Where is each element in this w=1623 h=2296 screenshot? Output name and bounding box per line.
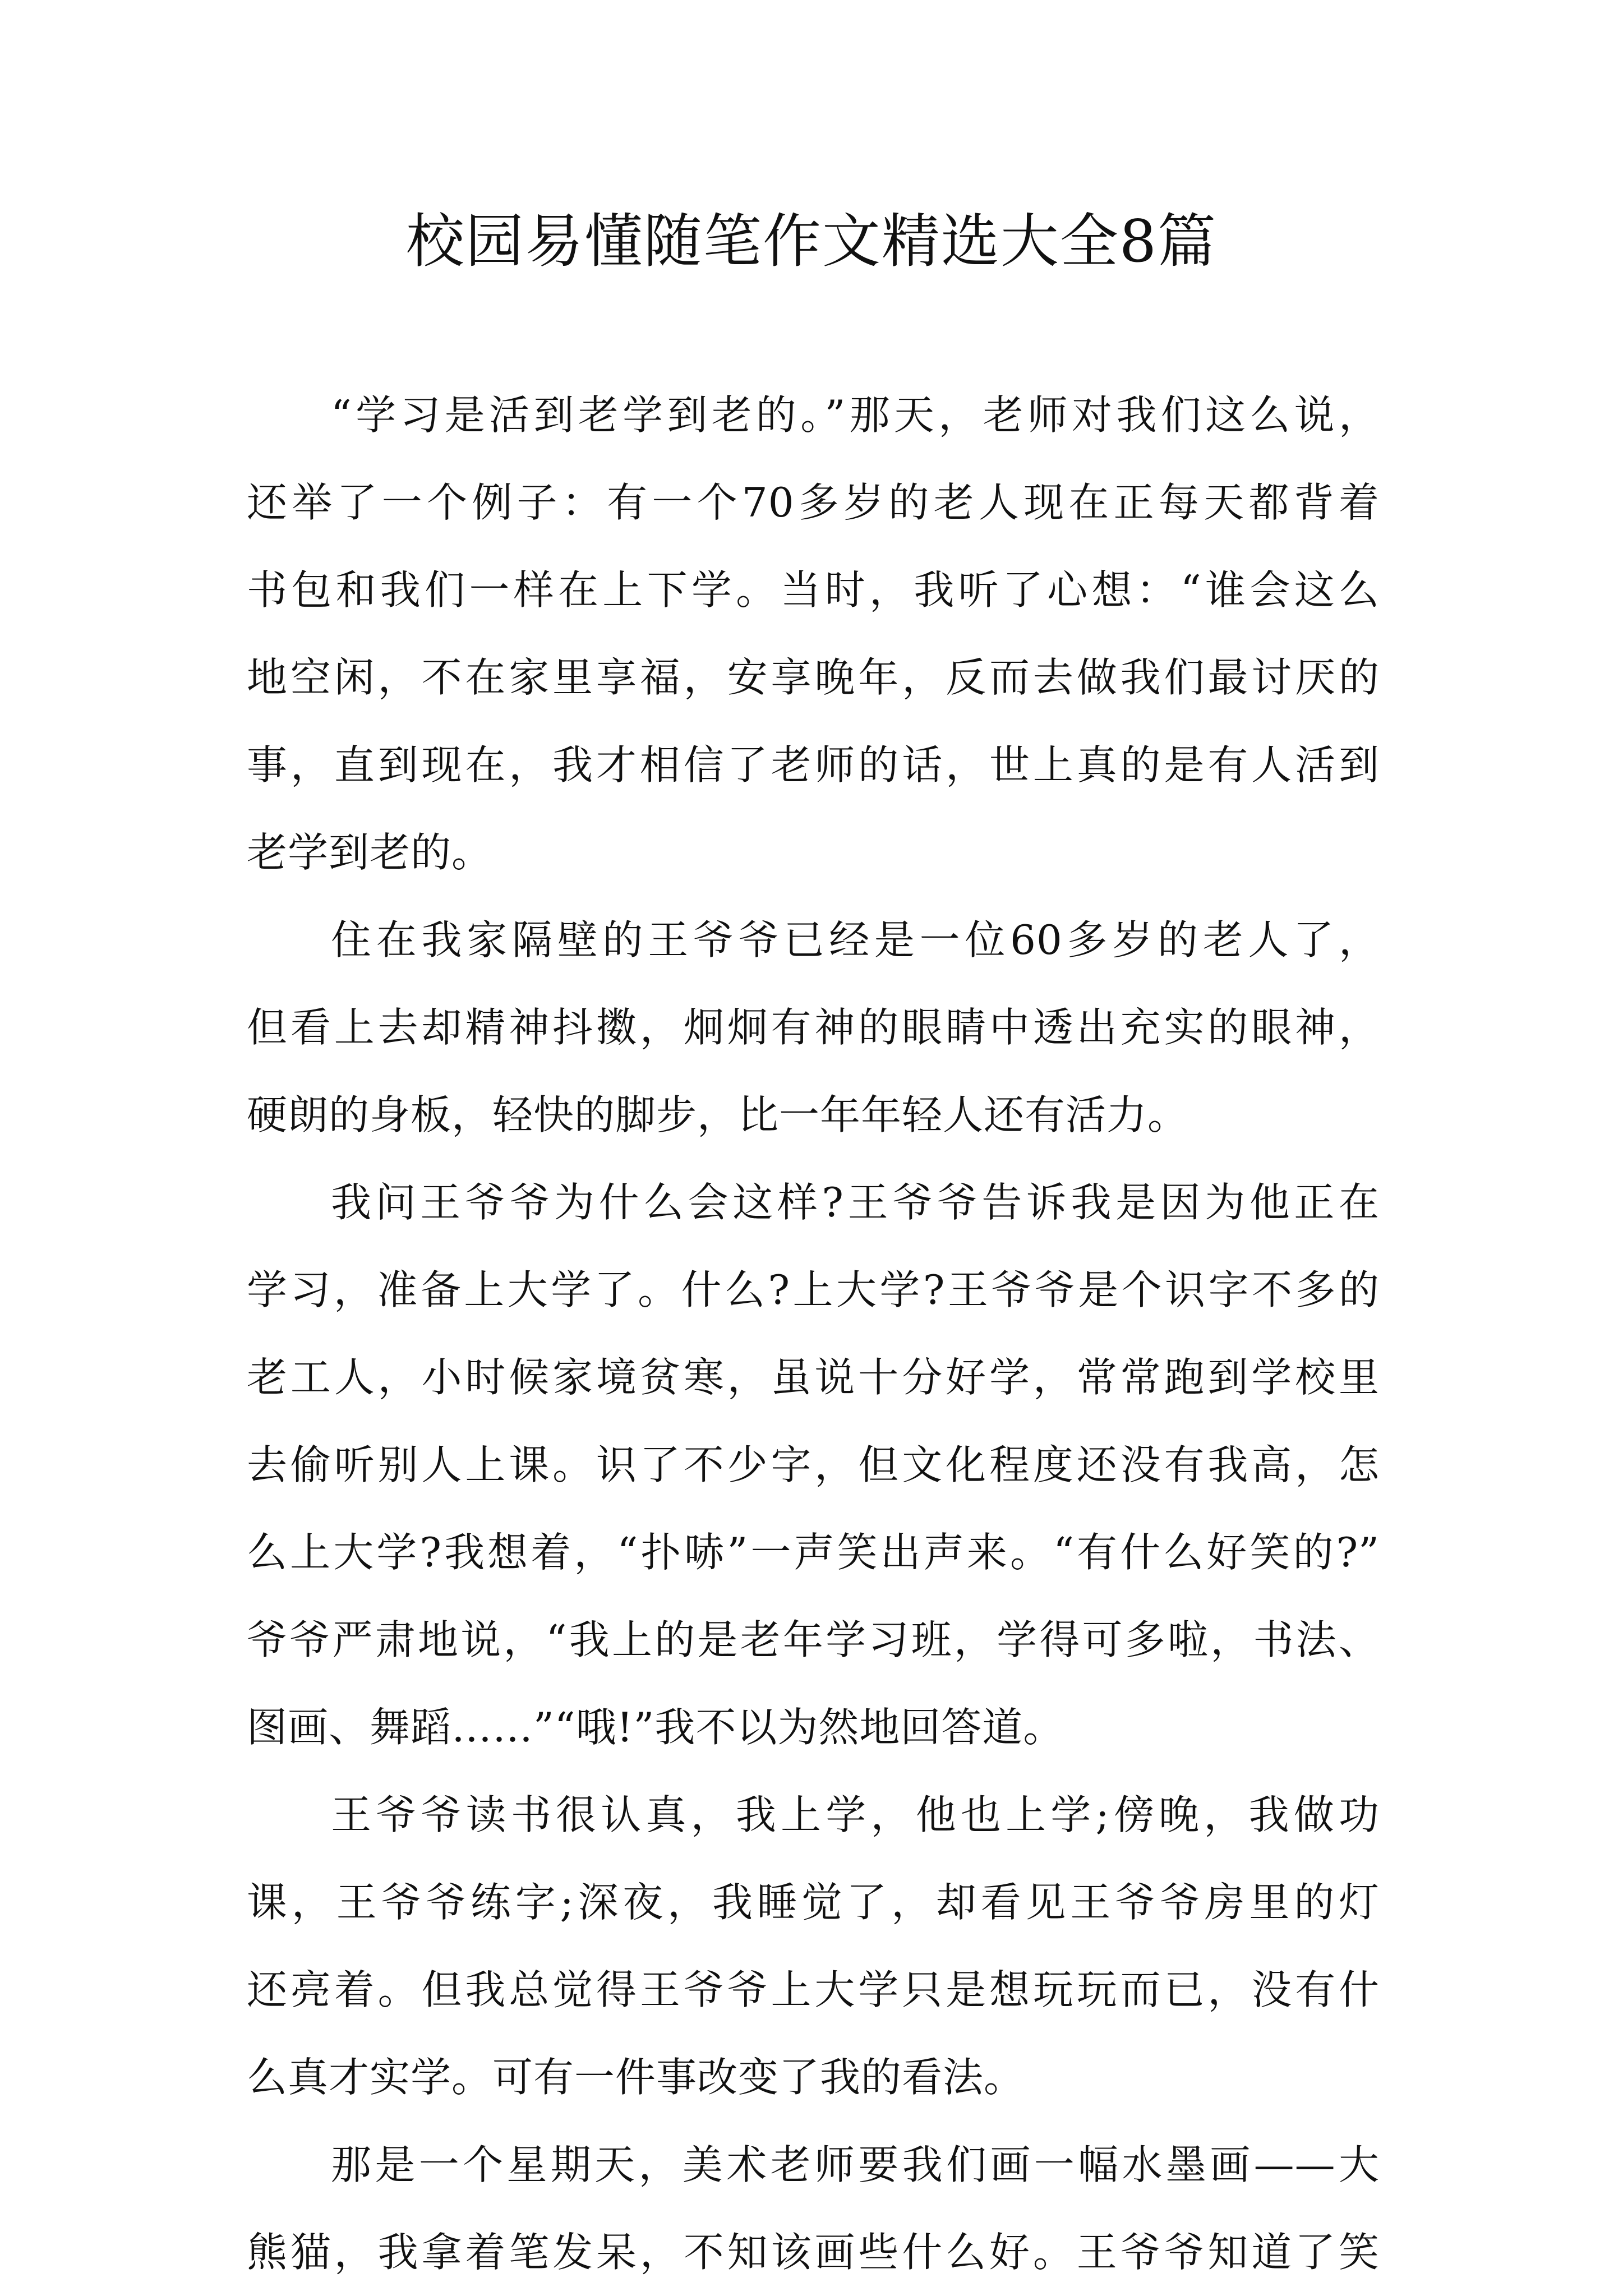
text-line: 老学到老的。 (247, 829, 493, 876)
text-line: 还亮着。但我总觉得王爷爷上大学只是想玩玩而已，没有什 (247, 1966, 1380, 2013)
text-line: 么真才实学。可有一件事改变了我的看法。 (247, 2054, 1025, 2101)
text-line: 么上大学?我想着，“扑哧”一声笑出声来。“有什么好笑的?” (247, 1529, 1380, 1576)
text-line: 课，王爷爷练字;深夜，我睡觉了，却看见王爷爷房里的灯 (247, 1879, 1380, 1926)
text-line: 图画、舞蹈……”“哦!”我不以为然地回答道。 (247, 1704, 1064, 1751)
text-line: 我问王爷爷为什么会这样?王爷爷告诉我是因为他正在 (331, 1179, 1380, 1226)
text-line: 那是一个星期天，美术老师要我们画一幅水墨画——大 (331, 2141, 1380, 2188)
text-line: 去偷听别人上课。识了不少字，但文化程度还没有我高，怎 (247, 1441, 1380, 1488)
paragraph-3 (247, 1159, 1380, 1771)
document-title: 校园易懂随笔作文精选大全8篇 (405, 207, 1218, 275)
text-line: 爷爷严肃地说，“我上的是老年学习班，学得可多啦，书法、 (247, 1616, 1380, 1663)
text-line: 住在我家隔壁的王爷爷已经是一位60多岁的老人了， (331, 916, 1380, 963)
paragraph-1 (247, 371, 1380, 896)
text-line: 老工人，小时候家境贫寒，虽说十分好学，常常跑到学校里 (247, 1354, 1380, 1401)
text-line: 熊猫，我拿着笔发呆，不知该画些什么好。王爷爷知道了笑 (247, 2229, 1380, 2276)
paragraph-2 (247, 896, 1380, 1159)
text-line: 还举了一个例子：有一个70多岁的老人现在正每天都背着 (247, 479, 1380, 526)
paragraph-5 (247, 2121, 1380, 2296)
text-line: 但看上去却精神抖擞，炯炯有神的眼睛中透出充实的眼神， (247, 1004, 1380, 1051)
paragraph-4 (247, 1771, 1380, 2121)
text-line: 学习，准备上大学了。什么?上大学?王爷爷是个识字不多的 (247, 1266, 1380, 1313)
text-line: 地空闲，不在家里享福，安享晚年，反而去做我们最讨厌的 (247, 654, 1380, 701)
text-line: 事，直到现在，我才相信了老师的话，世上真的是有人活到 (247, 741, 1380, 789)
document-body (247, 371, 1380, 2296)
text-line: 硬朗的身板，轻快的脚步，比一年年轻人还有活力。 (247, 1091, 1189, 1138)
text-line: 书包和我们一样在上下学。当时，我听了心想：“谁会这么 (247, 566, 1380, 614)
text-line: “学习是活到老学到老的。”那天，老师对我们这么说， (331, 391, 1380, 439)
text-line: 王爷爷读书很认真，我上学，他也上学;傍晚，我做功 (331, 1791, 1380, 1838)
